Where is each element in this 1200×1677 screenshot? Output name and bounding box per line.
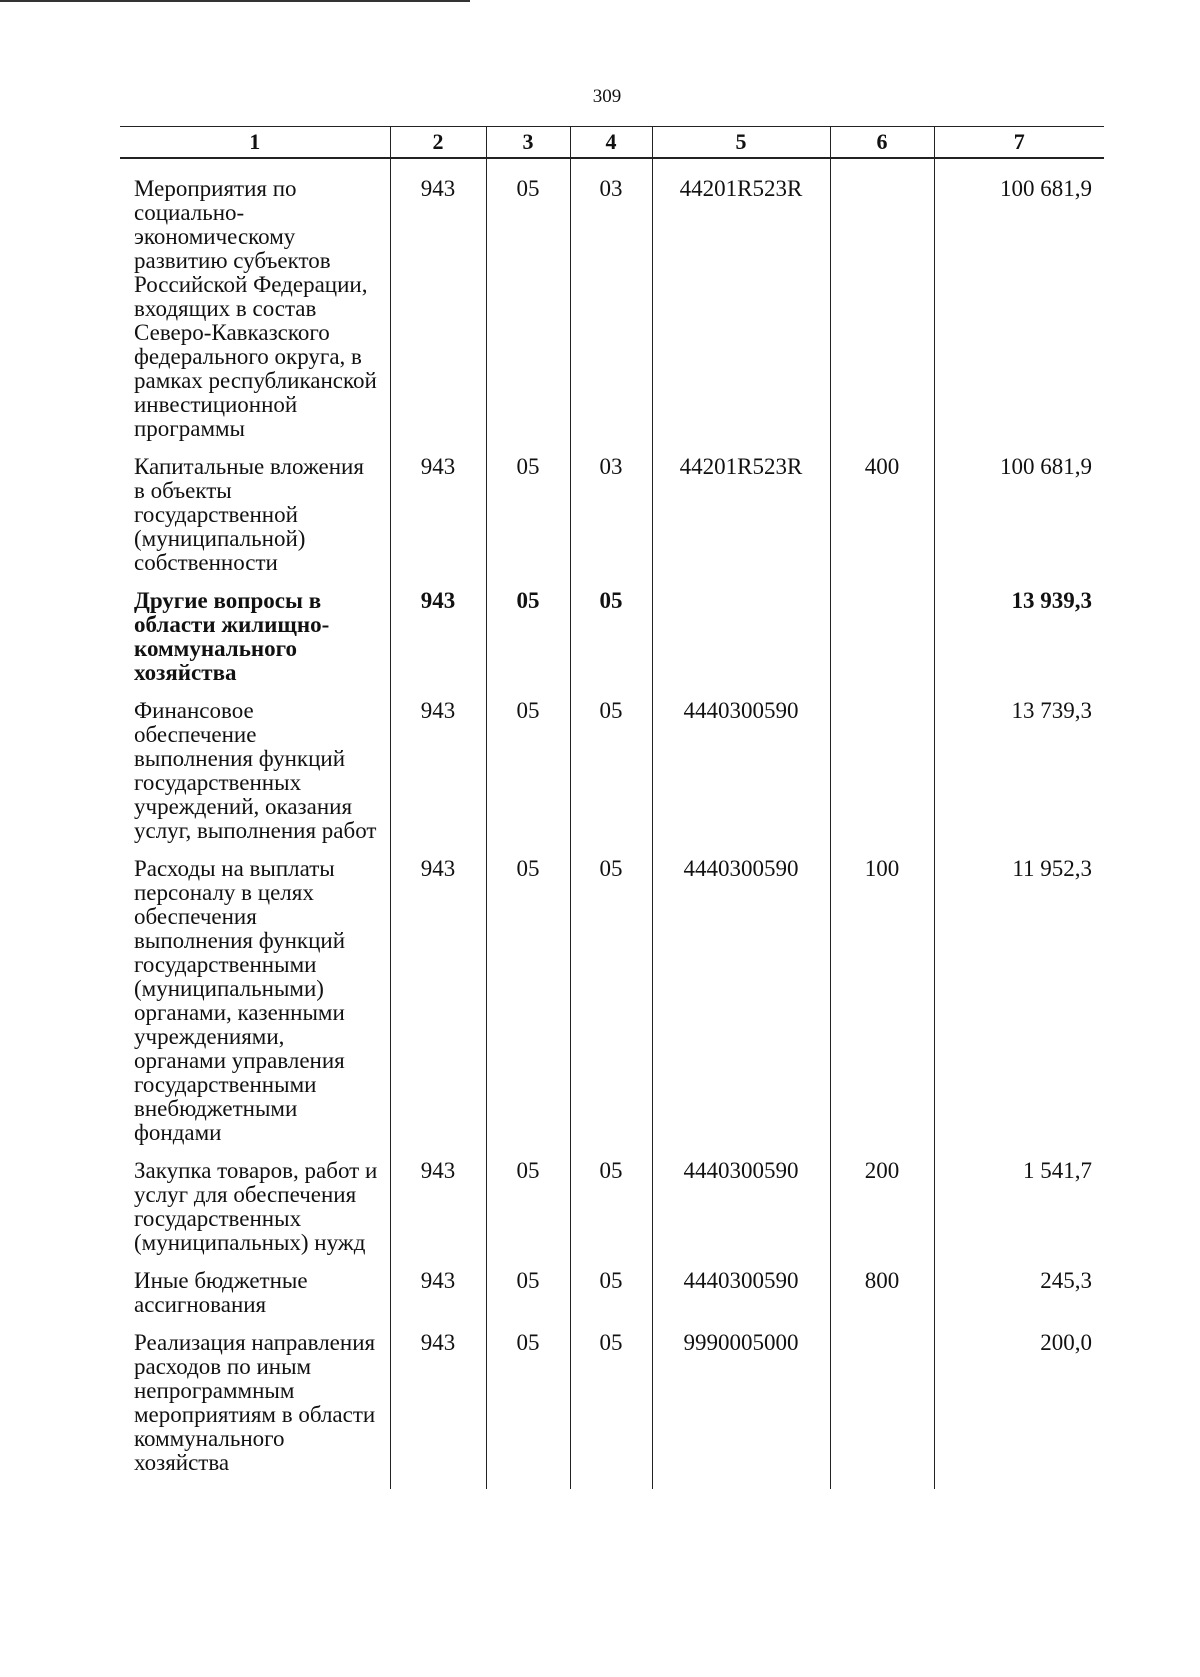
row-name: Расходы на выплаты персоналу в целях обеспечения выполнения функций государственными (муниципальными) органами, казенными учреждениями, органами управления государственными внебюджетными фондами (134, 856, 345, 1145)
column-header-4: 4 (570, 127, 652, 159)
row-vr: 400 (830, 455, 934, 589)
row-amount: 100 681,9 (934, 455, 1104, 589)
row-csr: 4440300590 (652, 857, 830, 1159)
row-vr (830, 1331, 934, 1489)
row-ved: 943 (390, 1159, 486, 1269)
table-row-section-total (120, 589, 1104, 699)
row-ved: 943 (390, 177, 486, 455)
row-amount: 1 541,7 (934, 1159, 1104, 1269)
row-pr: 05 (570, 589, 652, 699)
column-header-3: 3 (486, 127, 570, 159)
row-pr: 05 (570, 1159, 652, 1269)
row-vr (830, 699, 934, 857)
row-ved: 943 (390, 1331, 486, 1489)
row-rz: 05 (486, 589, 570, 699)
row-rz: 05 (486, 177, 570, 455)
budget-table (120, 126, 1104, 1489)
row-pr: 05 (570, 857, 652, 1159)
row-amount: 200,0 (934, 1331, 1104, 1489)
row-vr: 100 (830, 857, 934, 1159)
page-number: 309 (592, 86, 622, 107)
row-name: Мероприятия по социально-экономическому развитию субъектов Российской Федерации, входящих в состав Северо-Кавказского федерального округа, в рамках республиканской инвестиционной программы (134, 176, 377, 441)
top-border-line (0, 0, 470, 2)
row-amount: 245,3 (934, 1269, 1104, 1331)
row-pr: 05 (570, 1331, 652, 1489)
row-ved: 943 (390, 455, 486, 589)
row-name: Реализация направления расходов по иным непрограммным мероприятиям в области коммунального хозяйства (134, 1330, 376, 1475)
table-spacer-row (120, 158, 1104, 177)
row-rz: 05 (486, 1159, 570, 1269)
row-pr: 03 (570, 177, 652, 455)
row-vr: 200 (830, 1159, 934, 1269)
row-amount: 13 939,3 (934, 589, 1104, 699)
table-row (120, 455, 1104, 589)
row-ved: 943 (390, 699, 486, 857)
column-header-5: 5 (652, 127, 830, 159)
row-vr: 800 (830, 1269, 934, 1331)
row-pr: 05 (570, 699, 652, 857)
row-rz: 05 (486, 699, 570, 857)
row-rz: 05 (486, 857, 570, 1159)
row-vr (830, 177, 934, 455)
row-csr: 4440300590 (652, 699, 830, 857)
row-ved: 943 (390, 1269, 486, 1331)
row-rz: 05 (486, 1269, 570, 1331)
row-rz: 05 (486, 455, 570, 589)
column-header-7: 7 (934, 127, 1104, 159)
row-ved: 943 (390, 589, 486, 699)
row-ved: 943 (390, 857, 486, 1159)
column-header-6: 6 (830, 127, 934, 159)
row-amount: 11 952,3 (934, 857, 1104, 1159)
row-pr: 03 (570, 455, 652, 589)
row-name: Другие вопросы в области жилищно-коммунального хозяйства (134, 588, 330, 685)
table-header-row (120, 127, 1104, 159)
row-csr: 9990005000 (652, 1331, 830, 1489)
row-csr: 4440300590 (652, 1269, 830, 1331)
row-csr: 4440300590 (652, 1159, 830, 1269)
row-amount: 100 681,9 (934, 177, 1104, 455)
table-row (120, 699, 1104, 857)
row-name: Иные бюджетные ассигнования (134, 1268, 308, 1317)
row-name: Закупка товаров, работ и услуг для обеспечения государственных (муниципальных) нужд (134, 1158, 378, 1255)
row-csr: 44201R523R (652, 455, 830, 589)
row-name: Капитальные вложения в объекты государственной (муниципальной) собственности (134, 454, 364, 575)
column-header-1: 1 (120, 127, 390, 159)
table-row (120, 1331, 1104, 1489)
row-csr: 44201R523R (652, 177, 830, 455)
row-csr (652, 589, 830, 699)
row-amount: 13 739,3 (934, 699, 1104, 857)
row-name: Финансовое обеспечение выполнения функций государственных учреждений, оказания услуг, выполнения работ (134, 698, 377, 843)
column-header-2: 2 (390, 127, 486, 159)
row-vr (830, 589, 934, 699)
table-row (120, 177, 1104, 455)
table-row (120, 1269, 1104, 1331)
table-row (120, 1159, 1104, 1269)
row-rz: 05 (486, 1331, 570, 1489)
row-pr: 05 (570, 1269, 652, 1331)
table-row (120, 857, 1104, 1159)
